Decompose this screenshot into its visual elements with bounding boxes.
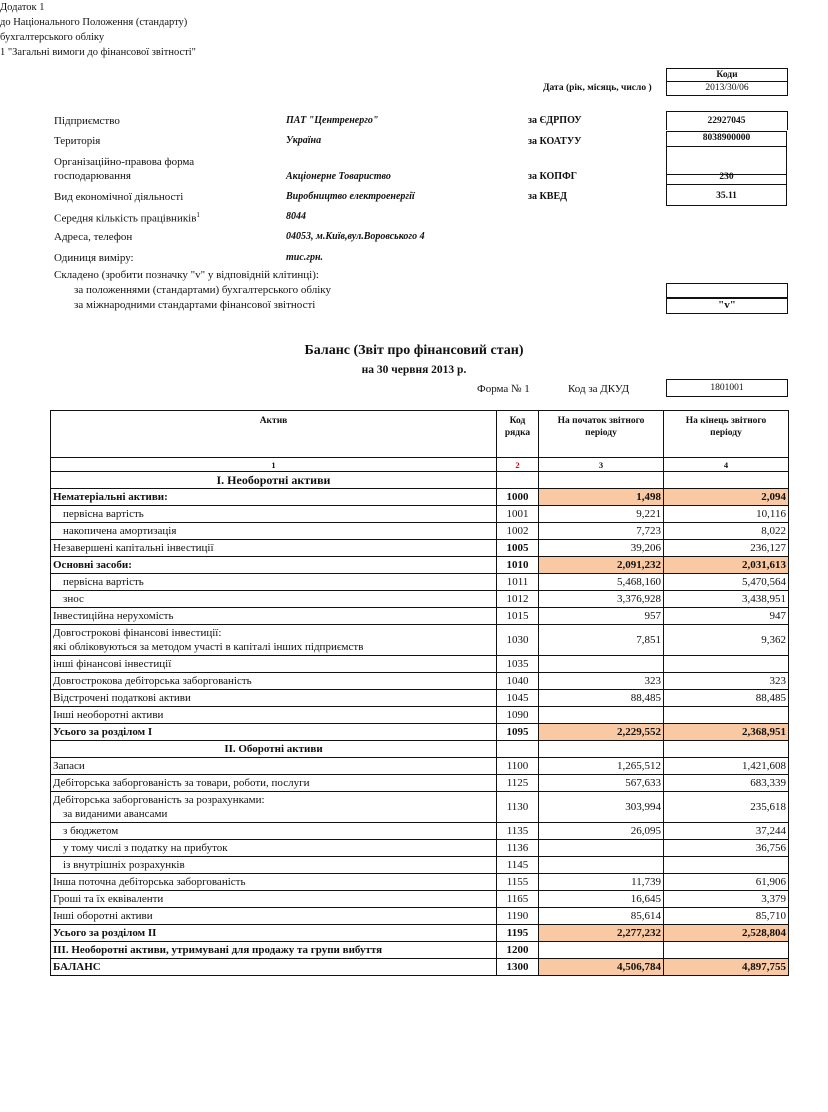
- edrpou-value: 22927045: [707, 116, 746, 126]
- row-value-end: 947: [664, 608, 789, 625]
- row-code: 1155: [497, 874, 539, 891]
- annex-line: бухгалтерського обліку: [0, 32, 105, 43]
- col-number: 4: [664, 458, 789, 472]
- table-row: [51, 690, 789, 707]
- row-value-end: 2,094: [664, 489, 789, 506]
- table-row: [51, 857, 789, 874]
- row-value-end: 236,127: [664, 540, 789, 557]
- row-value-end: 2,031,613: [664, 557, 789, 574]
- codes-column: [666, 116, 787, 206]
- row-value-start: 85,614: [539, 908, 664, 925]
- row-label: у тому числі з податку на прибуток: [51, 840, 497, 857]
- row-label: Нематеріальні активи:: [51, 489, 497, 506]
- compiled-national: за положеннями (стандартами) бухгалтерського обліку: [74, 284, 331, 296]
- row-value-start: 1,265,512: [539, 758, 664, 775]
- row-value-start: [539, 656, 664, 673]
- table-row: [51, 874, 789, 891]
- section2-title: II. Оборотні активи: [51, 741, 497, 758]
- row-value-start: [539, 942, 664, 959]
- dkud-label: Код за ДКУД: [568, 383, 630, 395]
- empty-cell: [539, 741, 664, 758]
- table-row: [51, 656, 789, 673]
- row-value-start: [539, 857, 664, 874]
- kved-label: за КВЕД: [528, 191, 567, 202]
- row-code: 1130: [497, 792, 539, 823]
- row-value-end: 3,379: [664, 891, 789, 908]
- row-label: Гроші та їх еквіваленти: [51, 891, 497, 908]
- table-row: [51, 959, 789, 976]
- table-row: [51, 523, 789, 540]
- table-row: [51, 625, 789, 656]
- row-value-end: 88,485: [664, 690, 789, 707]
- row-label: Основні засоби:: [51, 557, 497, 574]
- row-value-start: 5,468,160: [539, 574, 664, 591]
- row-code: 1195: [497, 925, 539, 942]
- annex-line: Додаток 1: [0, 2, 45, 13]
- row-label: інші фінансові інвестиції: [51, 656, 497, 673]
- row-value-end: 2,528,804: [664, 925, 789, 942]
- empty-cell: [497, 472, 539, 489]
- row-value-start: 26,095: [539, 823, 664, 840]
- row-code: 1012: [497, 591, 539, 608]
- row-label: із внутрішніх розрахунків: [51, 857, 497, 874]
- column-number-row: [51, 458, 789, 472]
- enterprise-label: Підприємство: [54, 115, 120, 127]
- col-number: 3: [539, 458, 664, 472]
- row-code: 1145: [497, 857, 539, 874]
- row-code: 1200: [497, 942, 539, 959]
- row-label: Інвестиційна нерухомість: [51, 608, 497, 625]
- row-code: 1136: [497, 840, 539, 857]
- row-value-start: 323: [539, 673, 664, 690]
- row-label: з бюджетом: [51, 823, 497, 840]
- legal-form-label: Організаційно-правова форма: [54, 156, 195, 168]
- row-value-end: 5,470,564: [664, 574, 789, 591]
- table-row: [51, 557, 789, 574]
- row-value-start: 3,376,928: [539, 591, 664, 608]
- row-label-line: Довгострокові фінансові інвестиції:: [53, 627, 222, 639]
- table-row: [51, 840, 789, 857]
- col-number: 1: [51, 458, 497, 472]
- row-value-start: 2,091,232: [539, 557, 664, 574]
- row-value-end: [664, 656, 789, 673]
- table-row: [51, 506, 789, 523]
- row-code: 1011: [497, 574, 539, 591]
- table-row: [51, 540, 789, 557]
- row-code: 1015: [497, 608, 539, 625]
- row-label: знос: [51, 591, 497, 608]
- row-value-end: 61,906: [664, 874, 789, 891]
- table-row: [51, 608, 789, 625]
- table-row: [51, 574, 789, 591]
- row-code: 1090: [497, 707, 539, 724]
- row-code: 1300: [497, 959, 539, 976]
- balance-table: [50, 410, 789, 976]
- row-value-start: 11,739: [539, 874, 664, 891]
- koatuu-label: за КОАТУУ: [528, 136, 582, 147]
- row-label-line: за виданими авансами: [63, 808, 168, 820]
- row-code: 1135: [497, 823, 539, 840]
- row-value-start: 1,498: [539, 489, 664, 506]
- section-header-row: [51, 741, 789, 758]
- row-value-start: 4,506,784: [539, 959, 664, 976]
- row-label-line: Дебіторська заборгованість за розрахунками:: [53, 794, 265, 806]
- row-value-end: 235,618: [664, 792, 789, 823]
- section-header-row: [51, 472, 789, 489]
- table-row: [51, 591, 789, 608]
- row-value-start: 567,633: [539, 775, 664, 792]
- edrpou-label: за ЄДРПОУ: [528, 115, 582, 126]
- activity-value: Виробництво електроенергії: [286, 191, 415, 202]
- table-row: [51, 489, 789, 506]
- date-label: Дата (рік, місяць, число ): [543, 83, 652, 93]
- kved-value: 35.11: [716, 191, 737, 201]
- row-label: Інші оборотні активи: [51, 908, 497, 925]
- dkud-value: 1801001: [666, 379, 788, 397]
- territory-label: Територія: [54, 135, 101, 147]
- row-label: Усього за розділом II: [51, 925, 497, 942]
- row-code: 1010: [497, 557, 539, 574]
- activity-label: Вид економічної діяльності: [54, 191, 184, 203]
- row-label: Запаси: [51, 758, 497, 775]
- territory-value: Україна: [286, 135, 322, 146]
- codes-header: Коди: [666, 68, 788, 82]
- row-value-start: 39,206: [539, 540, 664, 557]
- row-value-start: 9,221: [539, 506, 664, 523]
- row-value-end: [664, 857, 789, 874]
- koatuu-value: 8038900000: [702, 133, 751, 143]
- table-row: [51, 908, 789, 925]
- unit-value: тис.грн.: [286, 252, 324, 263]
- row-code: 1125: [497, 775, 539, 792]
- empty-cell: [497, 741, 539, 758]
- row-code: 1045: [497, 690, 539, 707]
- employees-label: Середня кількість працівників$^1$: [54, 211, 200, 225]
- header-start: На початок звітного періоду: [539, 411, 664, 458]
- row-label-line: які обліковуються за методом участі в капіталі інших підприємств: [53, 641, 364, 653]
- empty-cell: [664, 741, 789, 758]
- row-value-end: 36,756: [664, 840, 789, 857]
- empty-cell: [664, 472, 789, 489]
- address-label: Адреса, телефон: [54, 231, 133, 243]
- row-value-start: [539, 707, 664, 724]
- form-label: Форма № 1: [477, 383, 530, 395]
- row-value-start: 88,485: [539, 690, 664, 707]
- table-row: [51, 891, 789, 908]
- row-label: Довгострокова дебіторська заборгованість: [51, 673, 497, 690]
- row-value-end: 37,244: [664, 823, 789, 840]
- table-row: [51, 925, 789, 942]
- table-header-row: [51, 411, 789, 458]
- annex-line: до Національного Положення (стандарту): [0, 17, 188, 28]
- row-value-end: 323: [664, 673, 789, 690]
- kopfg-value: 230: [667, 170, 786, 185]
- row-label: Інші необоротні активи: [51, 707, 497, 724]
- date-value: 2013/30/06: [666, 81, 788, 96]
- row-label: Усього за розділом I: [51, 724, 497, 741]
- annex-note: [0, 0, 828, 60]
- row-value-end: 3,438,951: [664, 591, 789, 608]
- row-value-end: 2,368,951: [664, 724, 789, 741]
- row-label: первісна вартість: [51, 506, 497, 523]
- row-code: 1190: [497, 908, 539, 925]
- table-row: [51, 792, 789, 823]
- row-label: [51, 792, 497, 823]
- header-end: На кінець звітного періоду: [664, 411, 789, 458]
- row-label: накопичена амортизація: [51, 523, 497, 540]
- edrpou-box: [666, 111, 788, 130]
- table-row: [51, 707, 789, 724]
- row-value-start: 957: [539, 608, 664, 625]
- row-label: Відстрочені податкові активи: [51, 690, 497, 707]
- compiled-label: Складено (зробити позначку "v" у відповідній клітинці):: [54, 269, 319, 281]
- row-value-end: 4,897,755: [664, 959, 789, 976]
- row-code: 1002: [497, 523, 539, 540]
- row-value-end: 10,116: [664, 506, 789, 523]
- kopfg-label: за КОПФГ: [528, 171, 578, 182]
- row-label: Дебіторська заборгованість за товари, роботи, послуги: [51, 775, 497, 792]
- empty-cell: [539, 472, 664, 489]
- enterprise-value: ПАТ "Центренерго": [286, 115, 379, 126]
- table-row: [51, 758, 789, 775]
- row-value-start: 7,851: [539, 625, 664, 656]
- row-value-end: 9,362: [664, 625, 789, 656]
- row-code: 1000: [497, 489, 539, 506]
- row-value-end: 1,421,608: [664, 758, 789, 775]
- row-label: III. Необоротні активи, утримувані для продажу та групи вибуття: [51, 942, 497, 959]
- row-value-end: [664, 942, 789, 959]
- row-label: Незавершені капітальні інвестиції: [51, 540, 497, 557]
- table-row: [51, 673, 789, 690]
- row-value-start: 7,723: [539, 523, 664, 540]
- header-code: Код рядка: [497, 411, 539, 458]
- row-code: 1005: [497, 540, 539, 557]
- page-title: Баланс (Звіт про фінансовий стан): [304, 343, 524, 358]
- row-value-end: 85,710: [664, 908, 789, 925]
- row-code: 1040: [497, 673, 539, 690]
- row-value-start: 303,994: [539, 792, 664, 823]
- col-number: 2: [497, 458, 539, 472]
- row-value-start: [539, 840, 664, 857]
- header-asset: Актив: [51, 411, 497, 458]
- row-value-end: 8,022: [664, 523, 789, 540]
- address-value: 04053, м.Київ,вул.Воровського 4: [286, 231, 425, 242]
- annex-line: 1 "Загальні вимоги до фінансової звітності": [0, 47, 196, 58]
- table-row: [51, 823, 789, 840]
- table-row: [51, 724, 789, 741]
- row-label: первісна вартість: [51, 574, 497, 591]
- compiled-international: за міжнародними стандартами фінансової звітності: [74, 299, 316, 311]
- row-code: 1095: [497, 724, 539, 741]
- row-code: 1100: [497, 758, 539, 775]
- table-row: [51, 942, 789, 959]
- employees-value: 8044: [286, 211, 306, 222]
- international-checkbox: "v": [666, 297, 788, 314]
- unit-label: Одиниця виміру:: [54, 252, 134, 264]
- row-label: [51, 625, 497, 656]
- row-code: 1035: [497, 656, 539, 673]
- row-code: 1001: [497, 506, 539, 523]
- table-row: [51, 775, 789, 792]
- row-value-end: [664, 707, 789, 724]
- row-value-end: 683,339: [664, 775, 789, 792]
- row-value-start: 2,229,552: [539, 724, 664, 741]
- section1-title: I. Необоротні активи: [51, 472, 497, 489]
- page-subtitle: на 30 червня 2013 р.: [361, 364, 467, 376]
- row-label: Інша поточна дебіторська заборгованість: [51, 874, 497, 891]
- row-value-start: 2,277,232: [539, 925, 664, 942]
- row-code: 1030: [497, 625, 539, 656]
- row-label: БАЛАНС: [51, 959, 497, 976]
- legal-form-value: Акціонерне Товариство: [286, 171, 391, 182]
- row-code: 1165: [497, 891, 539, 908]
- row-value-start: 16,645: [539, 891, 664, 908]
- legal-form-label-cont: господарювання: [54, 170, 131, 182]
